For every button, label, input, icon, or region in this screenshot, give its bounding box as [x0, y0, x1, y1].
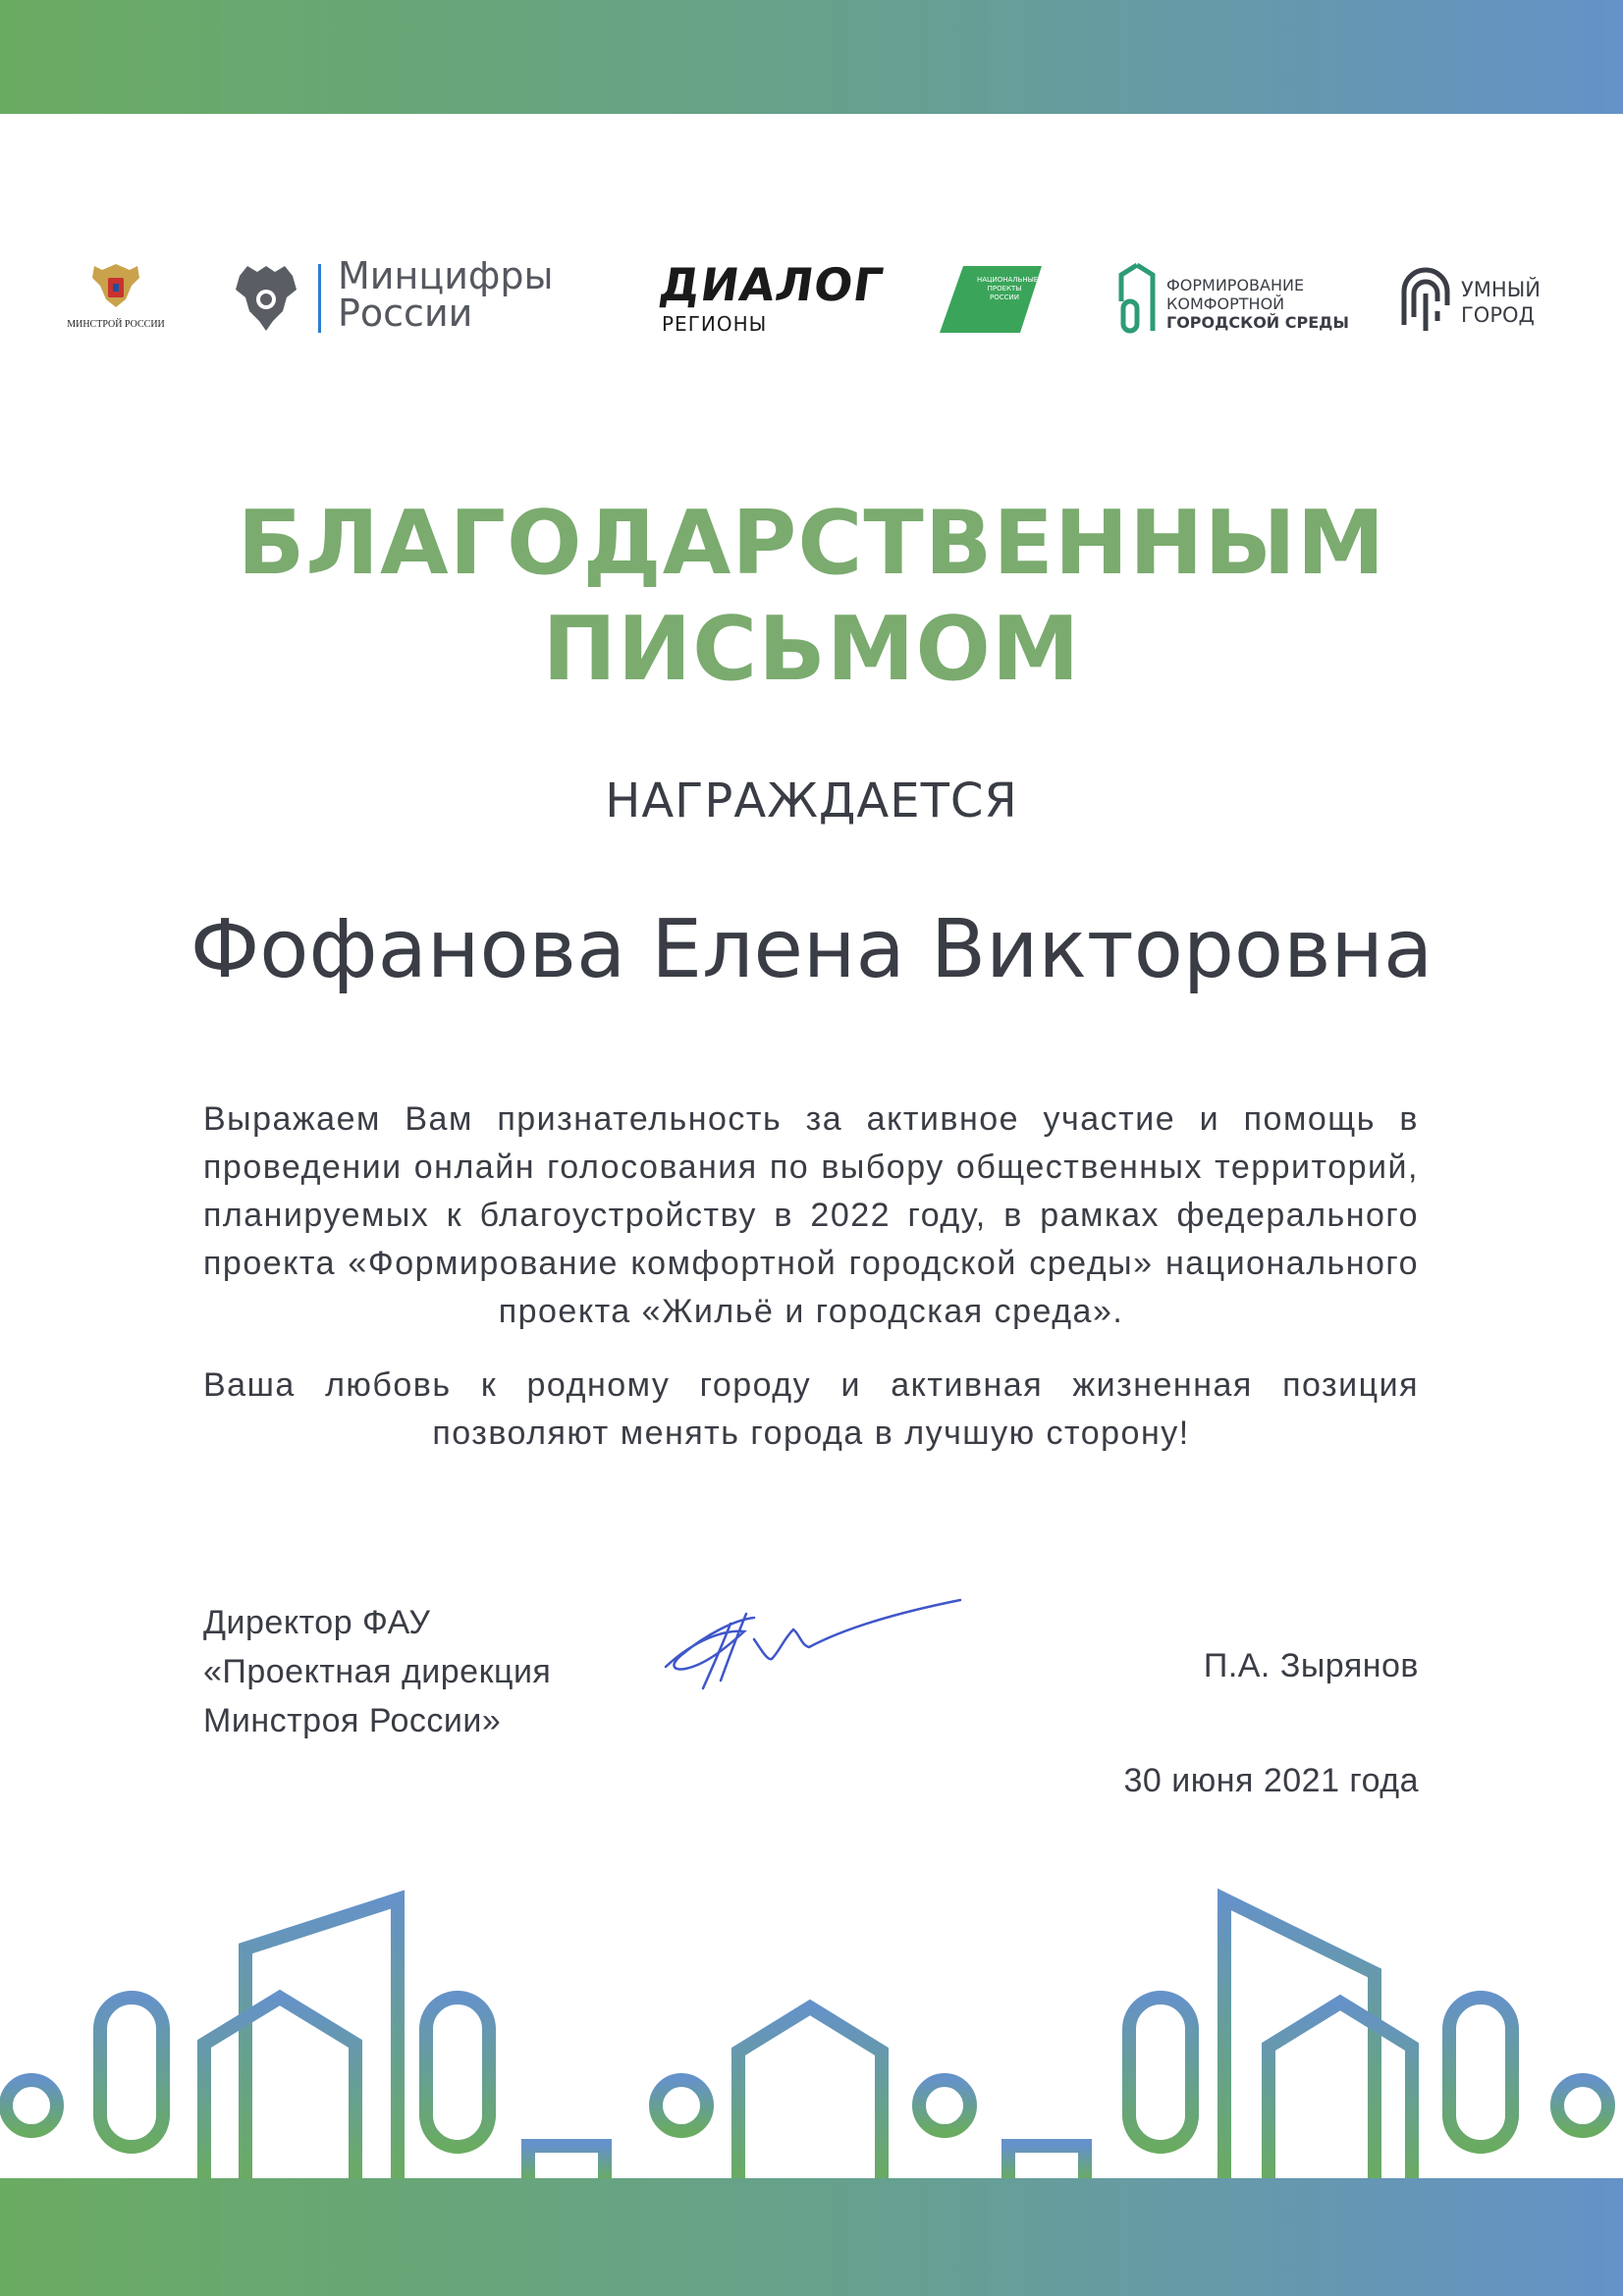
national-projects-label: НАЦИОНАЛЬНЫЕ ПРОЕКТЫ РОССИИ	[977, 276, 1039, 301]
comfort-city-house-icon	[1117, 262, 1157, 335]
tree-icon	[656, 2080, 707, 2179]
building-icon	[1224, 1899, 1375, 2179]
document-date: 30 июня 2021 года	[1123, 1762, 1419, 1799]
smart-city-line2: ГОРОД	[1461, 303, 1535, 327]
partner-logos	[0, 250, 1623, 358]
tree-icon	[1557, 2080, 1608, 2179]
eagle-emblem-icon	[232, 260, 300, 335]
bottom-gradient-band	[0, 2178, 1623, 2296]
signatory-position	[203, 1598, 551, 1745]
tree-icon	[1129, 1998, 1192, 2179]
minstroy-emblem-icon	[81, 260, 151, 317]
title-line-1: БЛАГОДАРСТВЕННЫМ	[237, 492, 1386, 595]
mintsifry-name-line1: Минцифры	[338, 254, 554, 297]
comfort-city-line1: ФОРМИРОВАНИЕ	[1166, 276, 1305, 294]
national-projects-logo	[938, 262, 1046, 337]
signatory-position-line1: Директор ФАУ	[203, 1604, 431, 1641]
tree-icon	[426, 1998, 489, 2179]
dialog-wordmark: ДИАЛОГ	[656, 258, 888, 311]
title-line-2: ПИСЬМОМ	[542, 598, 1081, 701]
smart-city-arch-icon	[1398, 262, 1453, 333]
minstroy-logo	[67, 260, 165, 339]
dialog-sublabel: РЕГИОНЫ	[662, 312, 768, 336]
comfort-city-line2: КОМФОРТНОЙ	[1166, 294, 1285, 313]
tree-icon	[1449, 1998, 1512, 2179]
tree-icon	[919, 2080, 970, 2179]
smart-city-line1: УМНЫЙ	[1461, 278, 1541, 301]
tree-icon	[100, 1998, 163, 2179]
city-skyline-illustration	[0, 1885, 1623, 2179]
recipient-name: Фофанова Елена Викторовна	[189, 903, 1434, 996]
body-paragraph-2: Ваша любовь к родному городу и активная жизненная позиция позволяют менять города в лучшую сторону!	[203, 1366, 1419, 1452]
smart-city-logo	[1398, 262, 1555, 341]
house-icon	[1269, 2002, 1412, 2179]
mintsifry-logo	[232, 254, 585, 339]
comfort-city-line3: ГОРОДСКОЙ СРЕДЫ	[1166, 313, 1349, 332]
signatory-name: П.А. Зырянов	[1203, 1647, 1419, 1684]
house-icon	[738, 2007, 882, 2179]
comfort-city-logo	[1117, 262, 1349, 341]
handwritten-signature	[656, 1590, 970, 1698]
bench-icon	[517, 2118, 616, 2179]
top-gradient-band	[0, 0, 1623, 114]
signatory-position-line3: Минстроя России»	[203, 1702, 502, 1739]
tree-icon	[6, 2080, 57, 2179]
body-paragraph-1: Выражаем Вам признательность за активное участие и помощь в проведении онлайн голосования по выбору общественных территорий, планируемых к благоустройству в 2022 году, в рамках федерального проекта «Формирование комфортной городской среды» национального проекта «Жильё и городская среда».	[203, 1100, 1419, 1330]
mintsifry-name-line2: России	[338, 292, 473, 335]
minstroy-label: МИНСТРОЙ РОССИИ	[67, 319, 165, 330]
bench-icon	[998, 2118, 1096, 2179]
signatory-position-line2: «Проектная дирекция	[203, 1653, 552, 1690]
mintsifry-divider	[318, 264, 321, 333]
house-icon	[204, 1998, 355, 2179]
building-icon	[245, 1899, 398, 2179]
document-title	[0, 491, 1623, 703]
dialog-regions-logo	[656, 258, 888, 339]
award-subtitle: НАГРАЖДАЕТСЯ	[605, 774, 1018, 828]
